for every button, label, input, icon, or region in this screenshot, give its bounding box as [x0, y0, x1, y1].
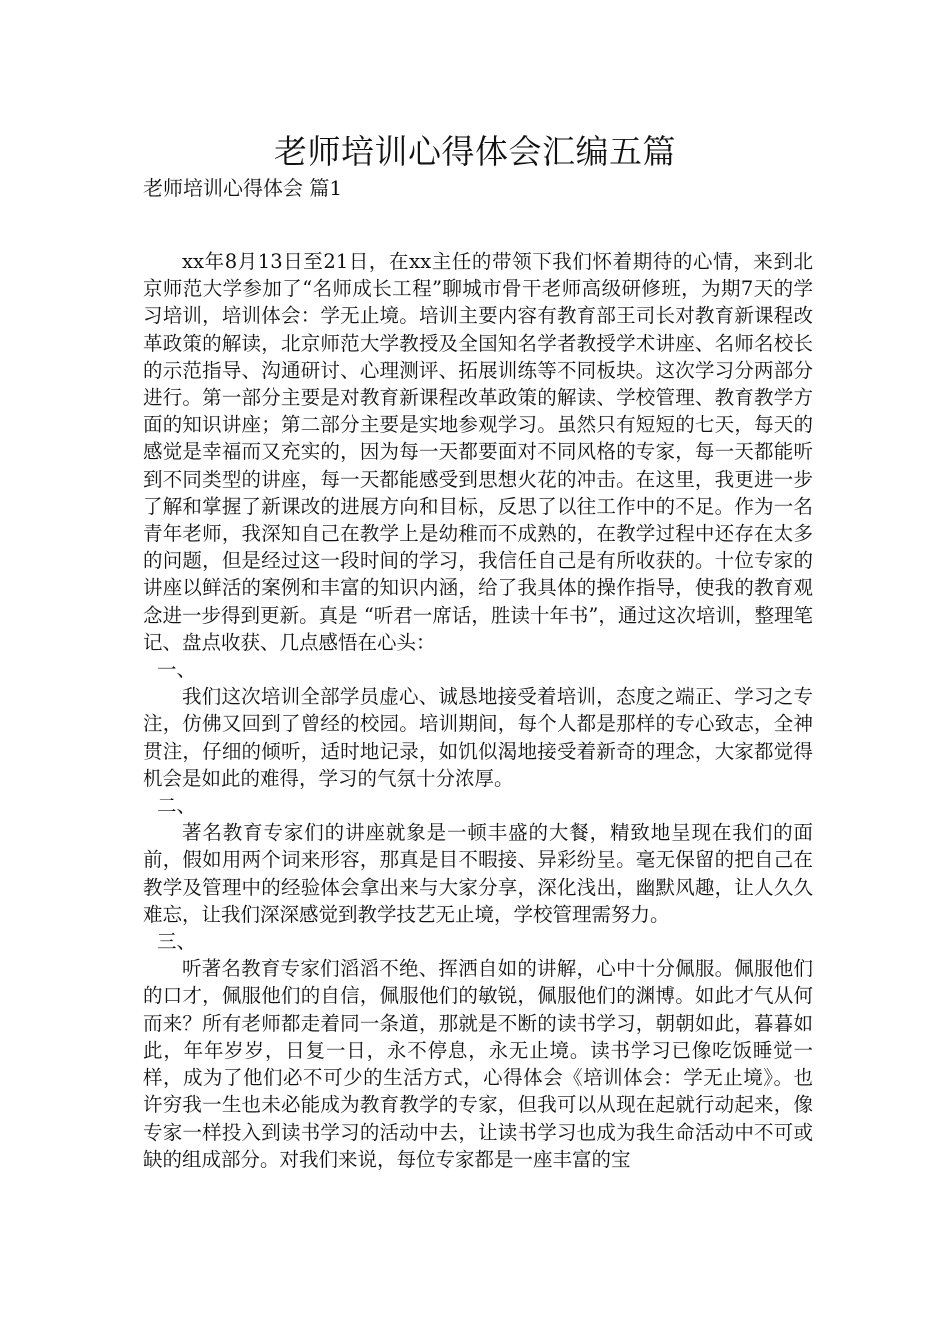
section-heading-1: 一、: [157, 658, 197, 682]
document-title: 老师培训心得体会汇编五篇: [274, 132, 676, 171]
section-paragraph-3: 听著名教育专家们滔滔不绝、挥洒自如的讲解，心中十分佩服。佩服他们的口才，佩服他们的自信，佩服他们的敏锐，佩服他们的渊博。如此才气从何而来？所有老师都走着同一条道，那就是不断的读书学习，朝朝如此，暮暮如此，年年岁岁，日复一日，永不停息，永无止境。读书学习已像吃饭睡觉一样，成为了他们必不可少的生活方式，心得体会《培训体会：学无止境》。也许穷我一生也未必能成为教育教学的专家，但我可以从现在起就行动起来，像专家一样投入到读书学习的活动中去，让读书学习也成为我生命活动中不可或缺的组成部分。对我们来说，每位专家都是一座丰富的宝: [143, 957, 813, 1171]
intro-paragraph: xx年8月13日至21日，在xx主任的带领下我们怀着期待的心情，来到北京师范大学参加了“名师成长工程”聊城市骨干老师高级研修班，为期7天的学习培训，培训体会：学无止境。培训主要内容有教育部王司长对教育新课程改革政策的解读，北京师范大学教授及全国知名学者教授学术讲座、名师名校长的示范指导、沟通研讨、心理测评、拓展训练等不同板块。这次学习分两部分进行。第一部分主要是对教育新课程改革政策的解读、学校管理、教育教学方面的知识讲座；第二部分主要是实地参观学习。虽然只有短短的七天，每天的感觉是幸福而又充实的，因为每一天都要面对不同风格的专家，每一天都能听到不同类型的讲座，每一天都能感受到思想火花的冲击。在这里，我更进一步了解和掌握了新课改的进展方向和目标，反思了以往工作中的不足。作为一名青年老师，我深知自己在教学上是幼稚而不成熟的，在教学过程中还存在太多的问题，但是经过这一段时间的学习，我信任自己是有所收获的。十位专家的讲座以鲜活的案例和丰富的知识内涵，给了我具体的操作指导，使我的教育观念进一步得到更新。真是 “听君一席话，胜读十年书”，通过这次培训，整理笔记、盘点收获、几点感悟在心头：: [143, 250, 813, 654]
section-paragraph-2: 著名教育专家们的讲座就象是一顿丰盛的大餐，精致地呈现在我们的面前，假如用两个词来形容，那真是目不暇接、异彩纷呈。毫无保留的把自己在教学及管理中的经验体会拿出来与大家分享，深化浅出，幽默风趣，让人久久难忘，让我们深深感觉到教学技艺无止境，学校管理需努力。: [143, 821, 813, 926]
section-heading-3: 三、: [157, 930, 197, 954]
document-body: [143, 248, 813, 1173]
section-paragraph-1: 我们这次培训全部学员虚心、诚恳地接受着培训，态度之端正、学习之专注，仿佛又回到了曾经的校园。培训期间，每个人都是那样的专心致志，全神贯注，仔细的倾听，适时地记录，如饥似渴地接受着新奇的理念，大家都觉得机会是如此的难得，学习的气氛十分浓厚。: [143, 685, 813, 790]
section-heading-2: 二、: [157, 794, 197, 818]
document-subtitle: 老师培训心得体会 篇1: [143, 176, 343, 200]
